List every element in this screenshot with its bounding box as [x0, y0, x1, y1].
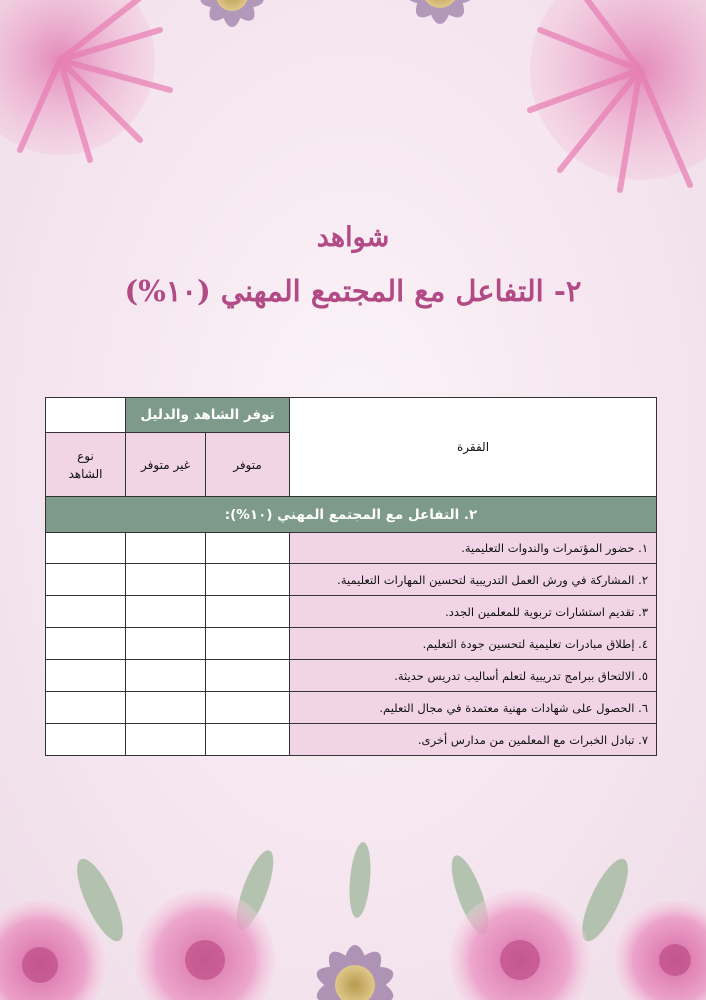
type-cell[interactable]: [46, 692, 126, 724]
unavailable-cell[interactable]: [126, 692, 206, 724]
item-text: ٣. تقديم استشارات تربوية للمعلمين الجدد.: [290, 596, 657, 628]
unavailable-cell[interactable]: [126, 533, 206, 564]
flower-top-center-left: [198, 0, 265, 27]
table-row: [46, 660, 657, 692]
available-cell[interactable]: [206, 660, 290, 692]
type-cell[interactable]: [46, 596, 126, 628]
type-cell[interactable]: [46, 533, 126, 564]
page-title: شواهد: [316, 222, 390, 253]
table-row: [46, 692, 657, 724]
type-cell[interactable]: [46, 628, 126, 660]
available-cell[interactable]: [206, 724, 290, 756]
available-cell[interactable]: [206, 564, 290, 596]
flower-bottom-center: [313, 944, 398, 1000]
item-text: ٧. تبادل الخبرات مع المعلمين من مدارس أخرى.: [290, 724, 657, 756]
available-cell[interactable]: [206, 692, 290, 724]
availability-group-header: توفر الشاهد والدليل: [126, 398, 290, 433]
unavailable-cell[interactable]: [126, 724, 206, 756]
unavailable-cell[interactable]: [126, 628, 206, 660]
available-cell[interactable]: [206, 628, 290, 660]
available-cell[interactable]: [206, 533, 290, 564]
evidence-type-header: نوع الشاهد: [46, 433, 126, 497]
unavailable-cell[interactable]: [126, 660, 206, 692]
table-row: [46, 724, 657, 756]
available-cell[interactable]: [206, 596, 290, 628]
flower-bottom-left: [0, 900, 105, 1000]
item-text: ٢. المشاركة في ورش العمل التدريبية لتحسين المهارات التعليمية.: [290, 564, 657, 596]
unavailable-cell[interactable]: [126, 564, 206, 596]
flower-top-right: [530, 0, 706, 190]
page-subtitle: ٢- التفاعل مع المجتمع المهني (١٠%): [124, 274, 582, 308]
table-row: [46, 596, 657, 628]
type-cell[interactable]: [46, 724, 126, 756]
item-column-header: الفقرة: [290, 398, 657, 497]
type-header-blank: [46, 398, 126, 433]
item-text: ٤. إطلاق مبادرات تعليمية لتحسين جودة التعليم.: [290, 628, 657, 660]
section-header: ٢. التفاعل مع المجتمع المهني (١٠%):: [46, 497, 657, 533]
table-row: [46, 533, 657, 564]
evidence-table: [45, 397, 657, 756]
item-text: ٦. الحصول على شهادات مهنية معتمدة في مجال التعليم.: [290, 692, 657, 724]
flower-top-left: [0, 0, 170, 160]
unavailable-cell[interactable]: [126, 596, 206, 628]
table-row: [46, 564, 657, 596]
available-header: متوفر: [206, 433, 290, 497]
table-row: [46, 628, 657, 660]
flower-bottom-right: [615, 900, 706, 1000]
type-cell[interactable]: [46, 564, 126, 596]
flower-top-center-right: [404, 0, 475, 24]
type-cell[interactable]: [46, 660, 126, 692]
unavailable-header: غير متوفر: [126, 433, 206, 497]
item-text: ٥. الالتحاق ببرامج تدريبية لتعلم أساليب تدريس حديثة.: [290, 660, 657, 692]
item-text: ١. حضور المؤتمرات والندوات التعليمية.: [290, 533, 657, 564]
